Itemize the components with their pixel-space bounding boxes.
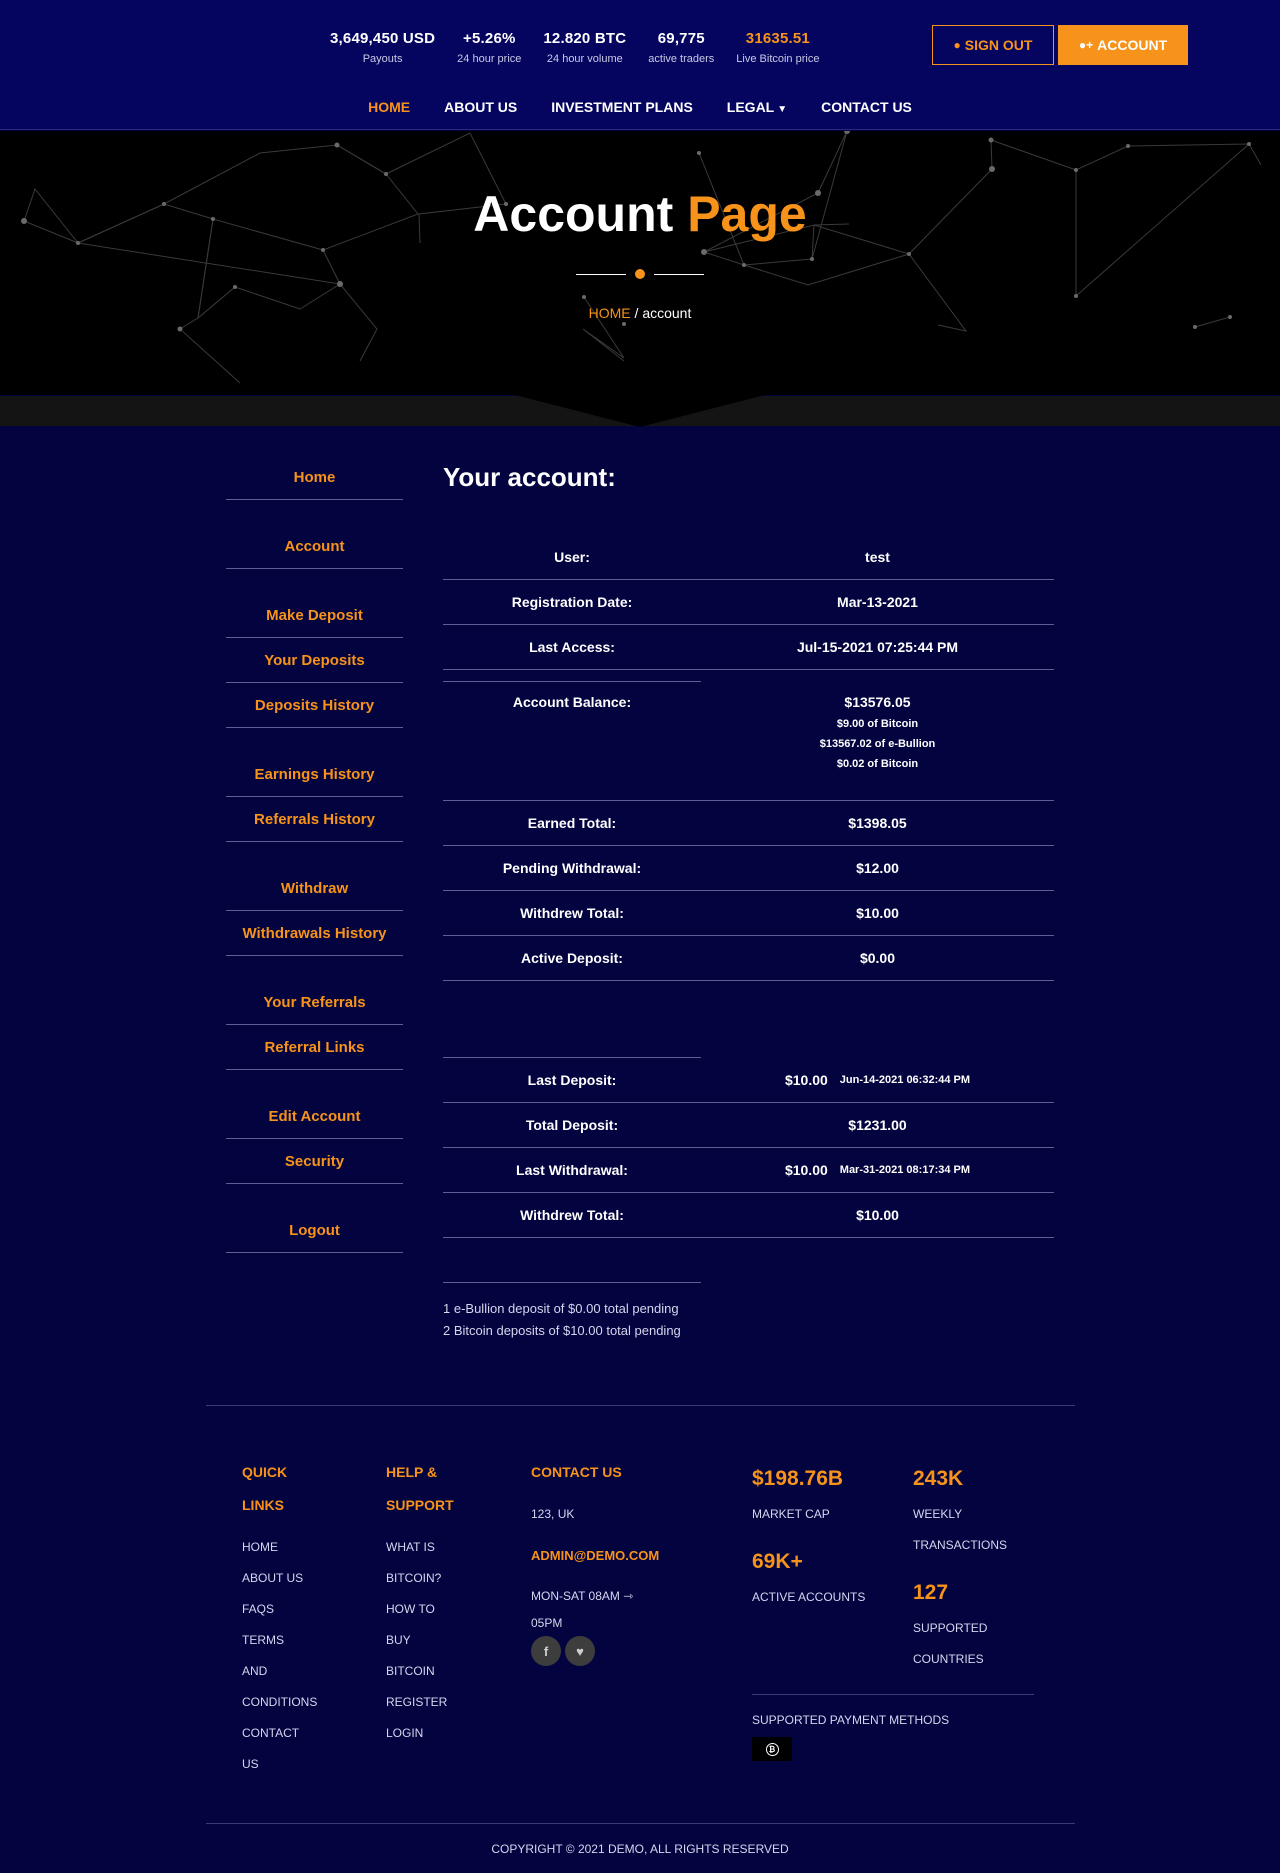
sidebar-item-referrals-history[interactable]: Referrals History — [226, 797, 403, 842]
kpi-supported-countries — [913, 1581, 987, 1675]
kpi-number: $198.76B — [752, 1467, 844, 1490]
footer-help — [386, 1456, 454, 1749]
hero-notch — [515, 395, 765, 427]
kpi-caption: TRANSACTIONS — [913, 1538, 1008, 1552]
page-hero — [0, 131, 1280, 395]
footer-link-how-to-buy[interactable]: BUY — [386, 1633, 411, 1647]
stat-live-price — [736, 30, 819, 65]
kpi-caption: COUNTRIES — [913, 1652, 984, 1666]
sidebar-item-your-deposits[interactable]: Your Deposits — [226, 638, 403, 683]
stat-price-change — [457, 30, 521, 65]
table-row — [443, 936, 1054, 981]
balance-line: $0.02 of Bitcoin — [836, 758, 919, 770]
table-row — [443, 1148, 1054, 1193]
sidebar-item-make-deposit[interactable]: Make Deposit — [226, 593, 403, 638]
divider-dot — [635, 269, 645, 279]
row-value: $10.00 — [856, 1207, 899, 1223]
account-button[interactable] — [1058, 25, 1188, 65]
kpi-caption: MARKET CAP — [752, 1507, 830, 1521]
account-main — [443, 462, 1054, 1338]
row-value: Mar-13-2021 — [837, 594, 918, 610]
stat-label: active traders — [648, 53, 715, 65]
sidebar-item-edit-account[interactable]: Edit Account — [226, 1094, 403, 1139]
facebook-icon[interactable]: f — [531, 1636, 561, 1666]
row-key: Total Deposit: — [525, 1117, 619, 1133]
kpi-caption: WEEKLY — [913, 1507, 963, 1521]
nav-legal-label: LEGAL — [726, 99, 775, 115]
row-key: User: — [554, 549, 590, 565]
sidebar-item-withdrawals-history[interactable]: Withdrawals History — [226, 911, 403, 956]
kpi-caption: ACTIVE ACCOUNTS — [752, 1590, 866, 1604]
pending-section — [443, 1282, 1054, 1283]
footer-heading: CONTACT US — [531, 1464, 622, 1480]
footer-link-login[interactable]: LOGIN — [386, 1726, 424, 1740]
row-key: Last Deposit: — [527, 1072, 617, 1088]
stat-label: Payouts — [362, 53, 403, 65]
sidebar-item-account[interactable]: Account — [226, 524, 403, 569]
table-row — [443, 580, 1054, 625]
footer-heading: QUICK — [242, 1464, 288, 1480]
balance-line: $13567.02 of e-Bullion — [819, 738, 936, 750]
page-title-accent: Page — [687, 186, 807, 242]
row-value: $1398.05 — [848, 815, 907, 831]
row-key: Withdrew Total: — [520, 905, 624, 921]
footer-link-contact[interactable]: CONTACT — [242, 1726, 300, 1740]
kpi-divider — [752, 1694, 1034, 1695]
main-nav — [0, 99, 1280, 115]
sidebar-item-referral-links[interactable]: Referral Links — [226, 1025, 403, 1070]
market-stats — [330, 30, 841, 65]
footer-link-contact[interactable]: US — [242, 1757, 259, 1771]
row-key: Earned Total: — [527, 815, 617, 831]
stat-label: Live Bitcoin price — [736, 53, 820, 65]
balance-value-cell — [701, 682, 1054, 800]
row-key: Registration Date: — [511, 594, 633, 610]
row-value: $10.00 — [784, 1162, 828, 1178]
footer-address: 123, UK — [531, 1507, 575, 1521]
row-key: Active Deposit: — [521, 950, 623, 966]
kpi-market-cap — [752, 1467, 843, 1530]
footer-hours: 05PM — [531, 1616, 563, 1630]
footer-link-register[interactable]: REGISTER — [386, 1695, 448, 1709]
page-title-main: Account — [473, 186, 674, 242]
sign-out-label: SIGN OUT — [964, 37, 1033, 53]
footer-link-how-to-buy[interactable]: BITCOIN — [386, 1664, 435, 1678]
row-value-cell — [701, 1058, 1054, 1102]
pending-notes — [443, 1298, 1054, 1342]
row-value: $0.00 — [859, 950, 896, 966]
sidebar-item-your-referrals[interactable]: Your Referrals — [226, 980, 403, 1025]
user-icon: ● — [953, 38, 961, 52]
footer-link-home[interactable]: HOME — [242, 1540, 278, 1554]
footer-email[interactable]: ADMIN@DEMO.COM — [531, 1548, 660, 1563]
user-info-table — [443, 535, 1054, 670]
row-value-cell — [701, 1148, 1054, 1192]
stat-value: +5.26% — [463, 30, 516, 47]
divider-line — [576, 274, 626, 275]
bitcoin-payment-badge — [752, 1737, 792, 1761]
table-row — [443, 535, 1054, 580]
pending-note: 2 Bitcoin deposits of $10.00 total pending — [443, 1323, 681, 1338]
divider-line — [654, 274, 704, 275]
section-divider — [443, 1282, 701, 1283]
footer-link-how-to-buy[interactable]: HOW TO — [386, 1602, 435, 1616]
kpi-number: 127 — [913, 1581, 949, 1604]
balance-table — [443, 681, 1054, 981]
row-value: test — [865, 549, 890, 565]
nav-about[interactable]: ABOUT US — [444, 99, 518, 115]
row-date: Jun-14-2021 06:32:44 PM — [839, 1074, 971, 1086]
sidebar-item-security[interactable]: Security — [226, 1139, 403, 1184]
stat-value: 69,775 — [657, 30, 705, 47]
row-value: $10.00 — [856, 905, 899, 921]
account-sidebar — [226, 455, 403, 1253]
user-plus-icon: ●+ — [1078, 38, 1094, 52]
table-row — [443, 1103, 1054, 1148]
sidebar-item-deposits-history[interactable]: Deposits History — [226, 683, 403, 728]
table-row — [443, 625, 1054, 670]
footer-divider — [206, 1823, 1075, 1824]
kpi-number: 243K — [913, 1467, 964, 1490]
row-value: Jul-15-2021 07:25:44 PM — [796, 639, 959, 655]
row-key: Account Balance: — [512, 694, 632, 710]
footer-link-terms[interactable]: AND — [242, 1664, 268, 1678]
footer-link-about[interactable]: ABOUT US — [242, 1571, 304, 1585]
breadcrumb-home[interactable]: HOME — [588, 305, 631, 321]
footer-heading: LINKS — [242, 1497, 284, 1513]
breadcrumb-separator: / — [634, 305, 639, 321]
table-row — [443, 846, 1054, 891]
sidebar-item-logout[interactable]: Logout — [226, 1208, 403, 1253]
footer-divider — [206, 1405, 1075, 1406]
table-row — [443, 891, 1054, 936]
row-key: Last Access: — [529, 639, 615, 655]
stat-value: 31635.51 — [745, 30, 810, 47]
stat-label: 24 hour volume — [546, 53, 623, 65]
bitcoin-icon: ₿ — [766, 1743, 779, 1756]
row-date: Mar-31-2021 08:17:34 PM — [839, 1164, 971, 1176]
row-value: $10.00 — [784, 1072, 828, 1088]
pending-note: 1 e-Bullion deposit of $0.00 total pending — [443, 1301, 679, 1316]
breadcrumb-current: account — [642, 305, 692, 321]
twitter-icon[interactable]: ♥ — [565, 1636, 595, 1666]
footer-hours: MON-SAT 08AM ⇾ — [531, 1589, 634, 1603]
kpi-caption: SUPPORTED — [913, 1621, 988, 1635]
row-value: $1231.00 — [848, 1117, 907, 1133]
footer-link-faqs[interactable]: FAQS — [242, 1602, 275, 1616]
row-key: Withdrew Total: — [520, 1207, 624, 1223]
stat-volume — [543, 30, 626, 65]
sign-out-button[interactable] — [932, 25, 1054, 65]
network-background — [0, 131, 1280, 395]
history-table — [443, 1057, 1054, 1238]
sidebar-item-home[interactable]: Home — [226, 455, 403, 500]
table-row — [443, 801, 1054, 846]
account-heading: Your account: — [443, 462, 616, 492]
table-row — [443, 682, 1054, 801]
chevron-down-icon: ▼ — [777, 104, 788, 115]
balance-line: $9.00 of Bitcoin — [836, 718, 919, 730]
copyright: COPYRIGHT © 2021 DEMO, ALL RIGHTS RESERVED — [491, 1842, 789, 1856]
stat-value: 3,649,450 USD — [330, 30, 436, 47]
footer-contact — [531, 1456, 659, 1666]
footer-link-terms[interactable]: CONDITIONS — [242, 1695, 318, 1709]
social-links — [531, 1636, 659, 1666]
account-label: ACCOUNT — [1097, 37, 1168, 53]
header-buttons — [932, 25, 1188, 65]
site-header — [0, 0, 1280, 130]
balance-value: $13576.05 — [844, 694, 911, 710]
footer-quick-links — [242, 1456, 317, 1780]
kpi-weekly-transactions — [913, 1467, 1007, 1561]
title-divider — [576, 268, 704, 280]
footer-link-terms[interactable]: TERMS — [242, 1633, 284, 1647]
table-row — [443, 1193, 1054, 1238]
row-value: $12.00 — [856, 860, 899, 876]
nav-legal[interactable] — [727, 99, 787, 115]
row-key: Last Withdrawal: — [516, 1162, 628, 1178]
kpi-active-accounts — [752, 1550, 865, 1613]
table-row — [443, 1058, 1054, 1103]
footer-link-what-is-bitcoin[interactable]: BITCOIN? — [386, 1571, 442, 1585]
kpi-number: 69K+ — [752, 1550, 803, 1573]
stat-label: 24 hour price — [457, 53, 522, 65]
stat-traders — [648, 30, 714, 65]
page-title — [0, 185, 1280, 243]
nav-home[interactable]: HOME — [368, 99, 411, 115]
footer-heading: SUPPORT — [386, 1497, 454, 1513]
nav-investment-plans[interactable]: INVESTMENT PLANS — [551, 99, 693, 115]
stat-value: 12.820 BTC — [543, 30, 627, 47]
footer-link-what-is-bitcoin[interactable]: WHAT IS — [386, 1540, 435, 1554]
sidebar-item-earnings-history[interactable]: Earnings History — [226, 752, 403, 797]
payment-methods-label: SUPPORTED PAYMENT METHODS — [752, 1713, 950, 1727]
footer-heading: HELP & — [386, 1464, 438, 1480]
sidebar-item-withdraw[interactable]: Withdraw — [226, 866, 403, 911]
stat-payouts — [330, 30, 435, 65]
row-key: Pending Withdrawal: — [502, 860, 642, 876]
nav-contact[interactable]: CONTACT US — [821, 99, 912, 115]
breadcrumb — [0, 305, 1280, 321]
